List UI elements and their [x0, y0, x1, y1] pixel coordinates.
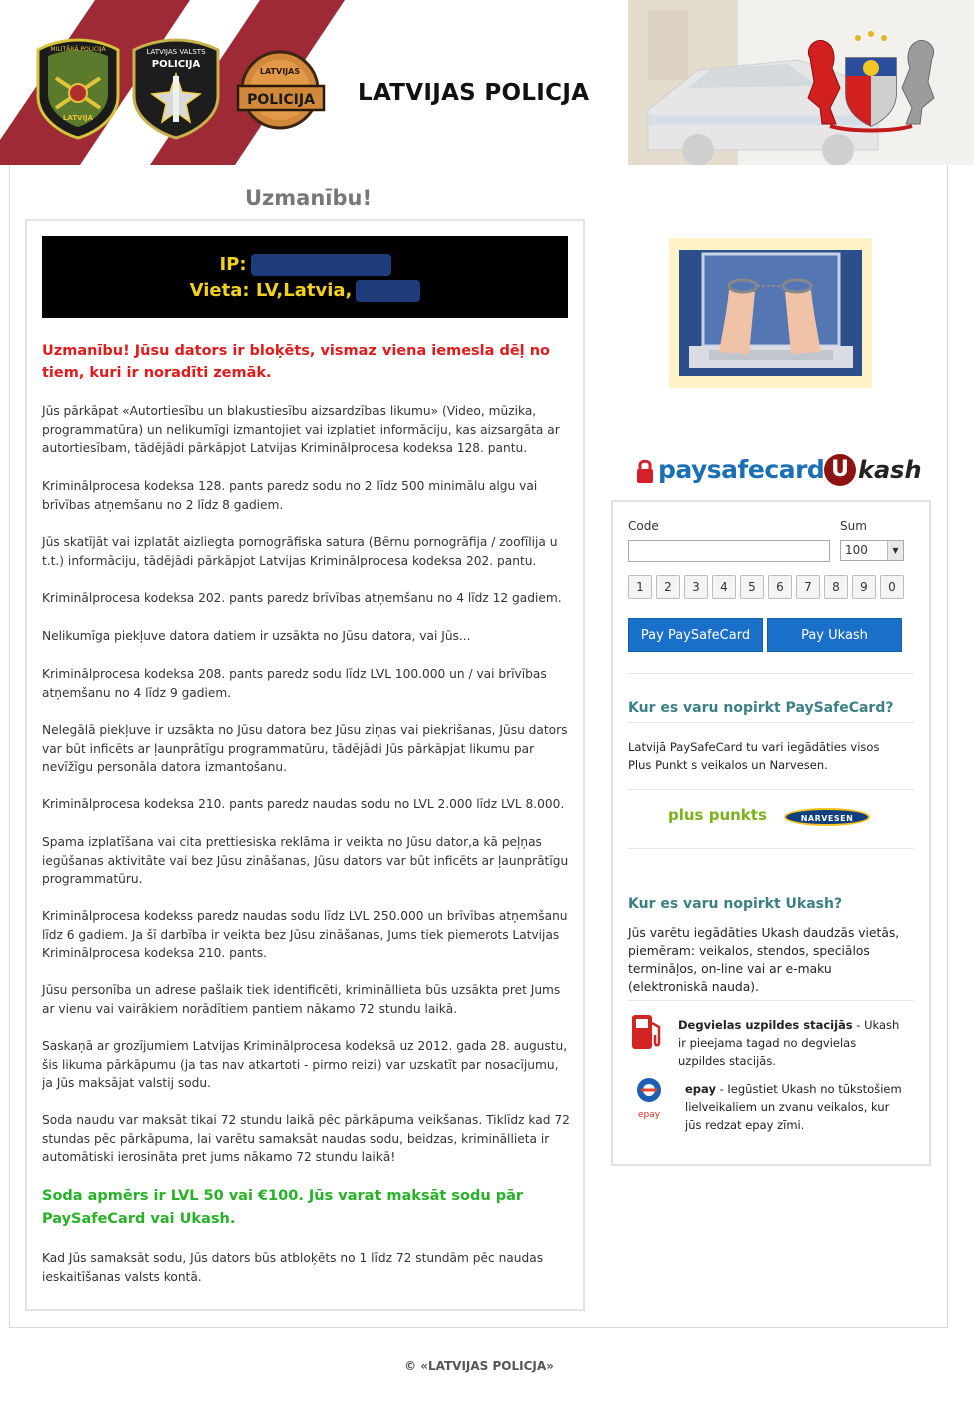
svg-text:POLICIJA: POLICIJA	[151, 59, 201, 70]
sum-select[interactable]	[840, 540, 904, 561]
sum-label: Sum	[840, 519, 867, 533]
handcuffs-laptop-illustration	[679, 250, 862, 376]
svg-text:epay: epay	[637, 1110, 661, 1120]
paysafecard-where-heading: Kur es varu nopirkt PaySafeCard?	[628, 700, 894, 716]
payment-logos	[636, 452, 922, 492]
epay-title: epay	[685, 1082, 716, 1096]
chevron-down-icon: ▼	[887, 541, 903, 560]
epay-desc: - Iegūstiet Ukash no tūkstošiem lielveikaliem un zvanu veikalos, kur jūs redzat epay zīmi.	[685, 1082, 902, 1132]
paragraph-spam-penalty: Kriminālprocesa kodekss paredz naudas sodu līdz LVL 250.000 un brīvības atņemšanu līdz 6 gadiem. Ja šī darbība ir veikta bez Jūsu zināšanas, Jums tiek piemerots Latvijas Kriminālprocesa kodeksa 210. pants.	[42, 909, 568, 960]
divider	[628, 673, 914, 674]
keypad-key-2[interactable]: 2	[656, 575, 680, 599]
paysafecard-logo: paysafecard	[658, 455, 825, 484]
keypad-key-0[interactable]: 0	[880, 575, 904, 599]
code-label: Code	[628, 519, 659, 533]
fuel-pump-icon	[628, 1011, 664, 1051]
paragraph-copyright: Jūs pārkāpat «Autortiesību un blakustiesību aizsardzības likumu» (Video, mūzika, programmatūra) un nelikumīgi izmantojiet vai izplatiet informāciju, kas aizsargāta ar autortiesībam, tādējādi pārkāpjot Latvijas Kriminālprocesa kodeksa 128. pantu.	[42, 404, 560, 455]
military-police-badge	[34, 38, 122, 140]
unlock-notice: Kad Jūs samaksāt sodu, Jūs dators būs atbloķēts no 1 līdz 72 stundām pēc naudas ieskaitīšanas valsts kontā.	[42, 1251, 544, 1284]
location-label: Vieta: LV,Latvia,	[189, 280, 353, 301]
fuel-station-text	[678, 1016, 904, 1070]
fine-amount-notice: Soda apmērs ir LVL 50 vai €100. Jūs varat maksāt sodu pār PaySafeCard vai Ukash.	[42, 1188, 524, 1227]
divider	[628, 1000, 914, 1001]
latvian-police-round-badge	[232, 50, 332, 130]
redacted-location	[356, 280, 420, 302]
page-title: Uzmanību!	[245, 186, 373, 210]
paragraph-72-hours: Soda naudu var maksāt tikai 72 stundu laikā pēc pārkāpuma veikšanas. Tiklīdz kad 72 stundas pēc pārkāpuma, lai varētu samaksāt naudas sodu, beidzas, krimināllieta ir automātiski ierosināta pret jums nākamo 72 stundu laikā!	[42, 1113, 570, 1164]
keypad-key-1[interactable]: 1	[628, 575, 652, 599]
paysafecard-lock-icon	[636, 458, 654, 484]
keypad-key-8[interactable]: 8	[824, 575, 848, 599]
paragraph-spam: Spama izplatīšana vai cita prettiesiska reklāma ir veikta no Jūsu dator,a kā peļņas iegūšanas aktivitāte vai bez Jūsu zināšanas, Jūsu dators var būt inficēts ar ļaunprātīgu programmatūru.	[42, 835, 569, 886]
ukash-where-text: Jūs varētu iegādāties Ukash daudzās vietās, piemēram: veikalos, stendos, speciālos termināļos, on-line vai ar e-maku (elektroniskā nauda).	[628, 926, 900, 994]
divider	[628, 789, 914, 790]
paragraph-article-210: Kriminālprocesa kodeksa 210. pants paredz naudas sodu no LVL 2.000 līdz LVL 8.000.	[42, 797, 565, 811]
ukash-logo-mark: U	[824, 454, 856, 486]
ip-location-banner	[42, 236, 568, 318]
keypad-key-9[interactable]: 9	[852, 575, 876, 599]
svg-text:LATVIJAS VALSTS: LATVIJAS VALSTS	[146, 48, 206, 56]
keypad-key-4[interactable]: 4	[712, 575, 736, 599]
blocked-warning: Uzmanību! Jūsu dators ir bloķēts, vismaz viena iemesla dēļ no tiem, kuri ir noradīti zemāk.	[42, 343, 550, 381]
paysafecard-where-text: Latvijā PaySafeCard tu vari iegādāties visos Plus Punkt s veikalos un Narvesen.	[628, 740, 880, 772]
ukash-where-heading: Kur es varu nopirkt Ukash?	[628, 896, 843, 912]
svg-text:LATVIJAS: LATVIJAS	[259, 67, 301, 76]
keypad-key-3[interactable]: 3	[684, 575, 708, 599]
keypad-key-7[interactable]: 7	[796, 575, 820, 599]
paragraph-article-128: Kriminālprocesa kodeksa 128. pants paredz sodu no 2 līdz 500 minimālu algu vai brīvības atņemšanu no 2 līdz 8 gadiem.	[42, 479, 538, 512]
narvesen-logo: NARVESEN	[784, 808, 870, 826]
pay-ukash-button[interactable]: Pay Ukash	[767, 618, 902, 652]
paragraph-malware: Nelegālā piekļuve ir uzsākta no Jūsu datora bez Jūsu ziņas vai piekrišanas, Jūsu dators var būt inficēts ar ļaunprātīgu programmatūru, tādējādi Jūs pārkāpjat likumu par nevīžīgu personāla datora izmantošanu.	[42, 723, 568, 774]
sum-select-value: 100	[845, 543, 868, 557]
plus-punkts-logo: plus punkts	[668, 806, 767, 824]
ip-label: IP:	[219, 254, 247, 275]
paragraph-identification: Jūsu personība un adrese pašlaik tiek identificēti, krimināllieta būs uzsākta pret Jums ar vienu vai vairākiem norādītiem pantiem nākamo 72 stundu laikā.	[42, 983, 561, 1016]
divider	[628, 722, 914, 723]
paragraph-pornography: Jūs skatījāt vai izplatāt aizliegta pornogrāfiska satura (Bērnu pornogrāfija / zoofīlija u t.t.) informāciju, tādējādi pārkāpjot Latvijas Kriminālprocesa kodeksa 202. pantu.	[42, 535, 558, 568]
keypad-key-6[interactable]: 6	[768, 575, 792, 599]
handcuffed-hands-image	[669, 238, 872, 388]
fuel-station-desc: - Ukash ir pieejama tagad no degvielas uzpildes stacijās.	[678, 1018, 900, 1068]
paragraph-illegal-access: Nelikumīga piekļuve datora datiem ir uzsākta no Jūsu datora, vai Jūs...	[42, 629, 471, 643]
svg-text:MILITĀRĀ POLICIJA: MILITĀRĀ POLICIJA	[50, 46, 106, 53]
redacted-ip	[251, 254, 391, 276]
paragraph-article-202: Kriminālprocesa kodeksa 202. pants paredz brīvības atņemšanu no 4 līdz 12 gadiem.	[42, 591, 562, 605]
epay-icon	[632, 1076, 666, 1122]
pay-paysafecard-button[interactable]: Pay PaySafeCard	[628, 618, 763, 652]
fuel-station-title: Degvielas uzpildes stacijās	[678, 1018, 853, 1032]
ip-line	[42, 254, 568, 276]
latvia-coat-of-arms	[800, 28, 942, 134]
ukash-logo-text: kash	[858, 456, 922, 484]
header-banner	[0, 0, 974, 165]
location-line	[42, 280, 568, 302]
code-keypad	[628, 575, 906, 599]
divider	[628, 848, 914, 849]
keypad-key-5[interactable]: 5	[740, 575, 764, 599]
svg-text:POLICIJA: POLICIJA	[247, 92, 315, 108]
footer-copyright: © «LATVIJAS POLICJA»	[404, 1359, 554, 1373]
site-title: LATVIJAS POLICJA	[358, 80, 590, 106]
state-police-badge	[128, 38, 224, 140]
paragraph-article-208: Kriminālprocesa kodeksa 208. pants paredz sodu līdz LVL 100.000 un / vai brīvības atņemšanu no 4 līdz 9 gadiem.	[42, 667, 547, 700]
paragraph-amendments: Saskaņā ar grozījumiem Latvijas Kriminālprocesa kodeksā uz 2012. gada 28. augustu, šis likuma pārkāpumu (ja tas nav atkartoti - pirmo reizi) var uzskatīt par nosacījumu, ja Jūs maksājat valstij sodu.	[42, 1039, 568, 1090]
svg-text:LATVIJA: LATVIJA	[62, 114, 94, 122]
epay-text	[685, 1080, 905, 1134]
voucher-code-input[interactable]	[628, 540, 830, 562]
